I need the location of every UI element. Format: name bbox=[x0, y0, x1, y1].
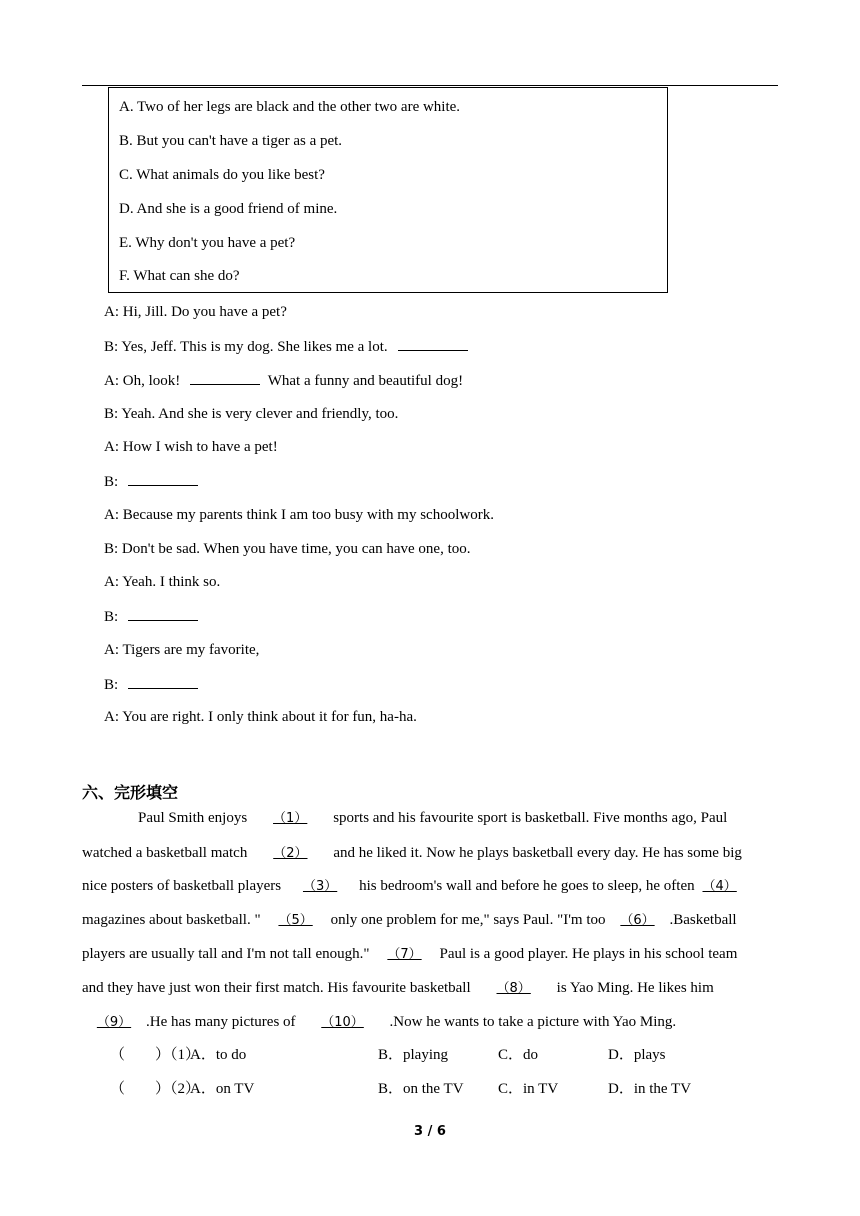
dialogue-text: A: Because my parents think I am too busy with my schoolwork. bbox=[104, 507, 494, 523]
choice-option[interactable]: B．playing bbox=[378, 1047, 448, 1063]
cloze-blank[interactable]: （4） bbox=[702, 879, 737, 894]
cloze-blank[interactable]: （5） bbox=[278, 913, 313, 928]
dialogue-text: A: You are right. I only think about it for fun, ha-ha. bbox=[104, 709, 417, 725]
dialogue-text: A: Yeah. I think so. bbox=[104, 574, 221, 590]
cloze-blank[interactable]: （2） bbox=[273, 846, 308, 861]
option-c: C. What animals do you like best? bbox=[119, 167, 325, 183]
options-box bbox=[108, 87, 668, 293]
answer-blank[interactable] bbox=[190, 370, 260, 385]
answer-blank[interactable] bbox=[398, 336, 468, 351]
choice-option[interactable]: D．plays bbox=[608, 1047, 666, 1063]
passage-text: .Now he wants to take a picture with Yao Ming. bbox=[389, 1014, 677, 1030]
dialogue-line bbox=[104, 572, 220, 592]
section-title: 六、完形填空 bbox=[82, 783, 179, 802]
passage-text: magazines about basketball. " bbox=[82, 912, 261, 928]
dialogue-text: B: Yeah. And she is very clever and friendly, too. bbox=[104, 406, 399, 422]
dialogue-text: A: Tigers are my favorite, bbox=[104, 642, 260, 658]
dialogue-line bbox=[104, 707, 417, 727]
dialogue-line bbox=[104, 336, 468, 357]
dialogue-line bbox=[104, 640, 259, 660]
option-b: B. But you can't have a tiger as a pet. bbox=[119, 133, 343, 149]
cloze-blank[interactable]: （7） bbox=[387, 947, 422, 962]
top-rule bbox=[82, 85, 778, 86]
dialogue-text: A: How I wish to have a pet! bbox=[104, 439, 278, 455]
dialogue-text: B: bbox=[104, 474, 119, 490]
choice-option[interactable]: A．on TV bbox=[190, 1081, 255, 1097]
passage-line bbox=[82, 843, 778, 864]
dialogue-line bbox=[104, 471, 198, 492]
dialogue-line bbox=[104, 539, 471, 559]
dialogue-text: What a funny and beautiful dog! bbox=[264, 373, 464, 389]
passage-line bbox=[138, 808, 834, 829]
dialogue-line bbox=[104, 437, 278, 457]
choice-option[interactable]: B．on the TV bbox=[378, 1081, 464, 1097]
option-d: D. And she is a good friend of mine. bbox=[119, 201, 338, 217]
choice-option[interactable]: C．in TV bbox=[498, 1081, 559, 1097]
passage-text: his bedroom's wall and before he goes to sleep, he often bbox=[359, 878, 695, 894]
cloze-blank[interactable]: （8） bbox=[496, 981, 531, 996]
passage-line bbox=[82, 1012, 778, 1033]
passage-line bbox=[82, 910, 778, 931]
dialogue-text: B: Don't be sad. When you have time, you can have one, too. bbox=[104, 541, 471, 557]
passage-line bbox=[82, 978, 778, 999]
passage-text: watched a basketball match bbox=[82, 845, 248, 861]
dialogue-line bbox=[104, 674, 198, 695]
cloze-blank[interactable]: （1） bbox=[273, 811, 308, 826]
cloze-blank[interactable]: （9） bbox=[96, 1015, 132, 1030]
passage-text: Paul is a good player. He plays in his school team bbox=[439, 946, 738, 962]
passage-text: sports and his favourite sport is basketball. Five months ago, Paul bbox=[333, 810, 728, 826]
passage-text: and they have just won their first match. His favourite basketball bbox=[82, 980, 471, 996]
passage-text: nice posters of basketball players bbox=[82, 878, 282, 894]
passage-line bbox=[82, 876, 778, 897]
dialogue-text: B: Yes, Jeff. This is my dog. She likes me a lot. bbox=[104, 339, 388, 355]
passage-text: .He has many pictures of bbox=[146, 1014, 296, 1030]
dialogue-line bbox=[104, 606, 198, 627]
question-number[interactable]: （ ）（1） bbox=[110, 1047, 201, 1063]
dialogue-text: B: bbox=[104, 677, 119, 693]
option-e: E. Why don't you have a pet? bbox=[119, 235, 296, 251]
cloze-blank[interactable]: （10） bbox=[321, 1015, 364, 1030]
answer-blank[interactable] bbox=[128, 674, 198, 689]
passage-text: is Yao Ming. He likes him bbox=[556, 980, 714, 996]
dialogue-text: B: bbox=[104, 609, 119, 625]
choice-option[interactable]: C．do bbox=[498, 1047, 539, 1063]
passage-text: Paul Smith enjoys bbox=[138, 810, 248, 826]
cloze-blank[interactable]: （6） bbox=[620, 913, 655, 928]
passage-text: .Basketball bbox=[669, 912, 737, 928]
dialogue-line bbox=[104, 505, 494, 525]
dialogue-line bbox=[104, 302, 287, 322]
passage-line bbox=[82, 944, 778, 965]
choice-option[interactable]: D．in the TV bbox=[608, 1081, 692, 1097]
passage-text: only one problem for me," says Paul. "I'm too bbox=[330, 912, 606, 928]
option-f: F. What can she do? bbox=[119, 268, 240, 284]
answer-blank[interactable] bbox=[128, 471, 198, 486]
choice-option[interactable]: A．to do bbox=[190, 1047, 247, 1063]
dialogue-text: A: Oh, look! bbox=[104, 373, 181, 389]
answer-blank[interactable] bbox=[128, 606, 198, 621]
page-number: 3 / 6 bbox=[414, 1124, 446, 1139]
cloze-blank[interactable]: （3） bbox=[302, 879, 338, 894]
question-number[interactable]: （ ）（2） bbox=[110, 1081, 201, 1097]
dialogue-text: A: Hi, Jill. Do you have a pet? bbox=[104, 304, 287, 320]
option-a: A. Two of her legs are black and the other two are white. bbox=[119, 99, 461, 115]
dialogue-line bbox=[104, 370, 463, 391]
dialogue-line bbox=[104, 404, 398, 424]
passage-text: and he liked it. Now he plays basketball every day. He has some big bbox=[333, 845, 742, 861]
passage-text: players are usually tall and I'm not tall enough." bbox=[82, 946, 370, 962]
